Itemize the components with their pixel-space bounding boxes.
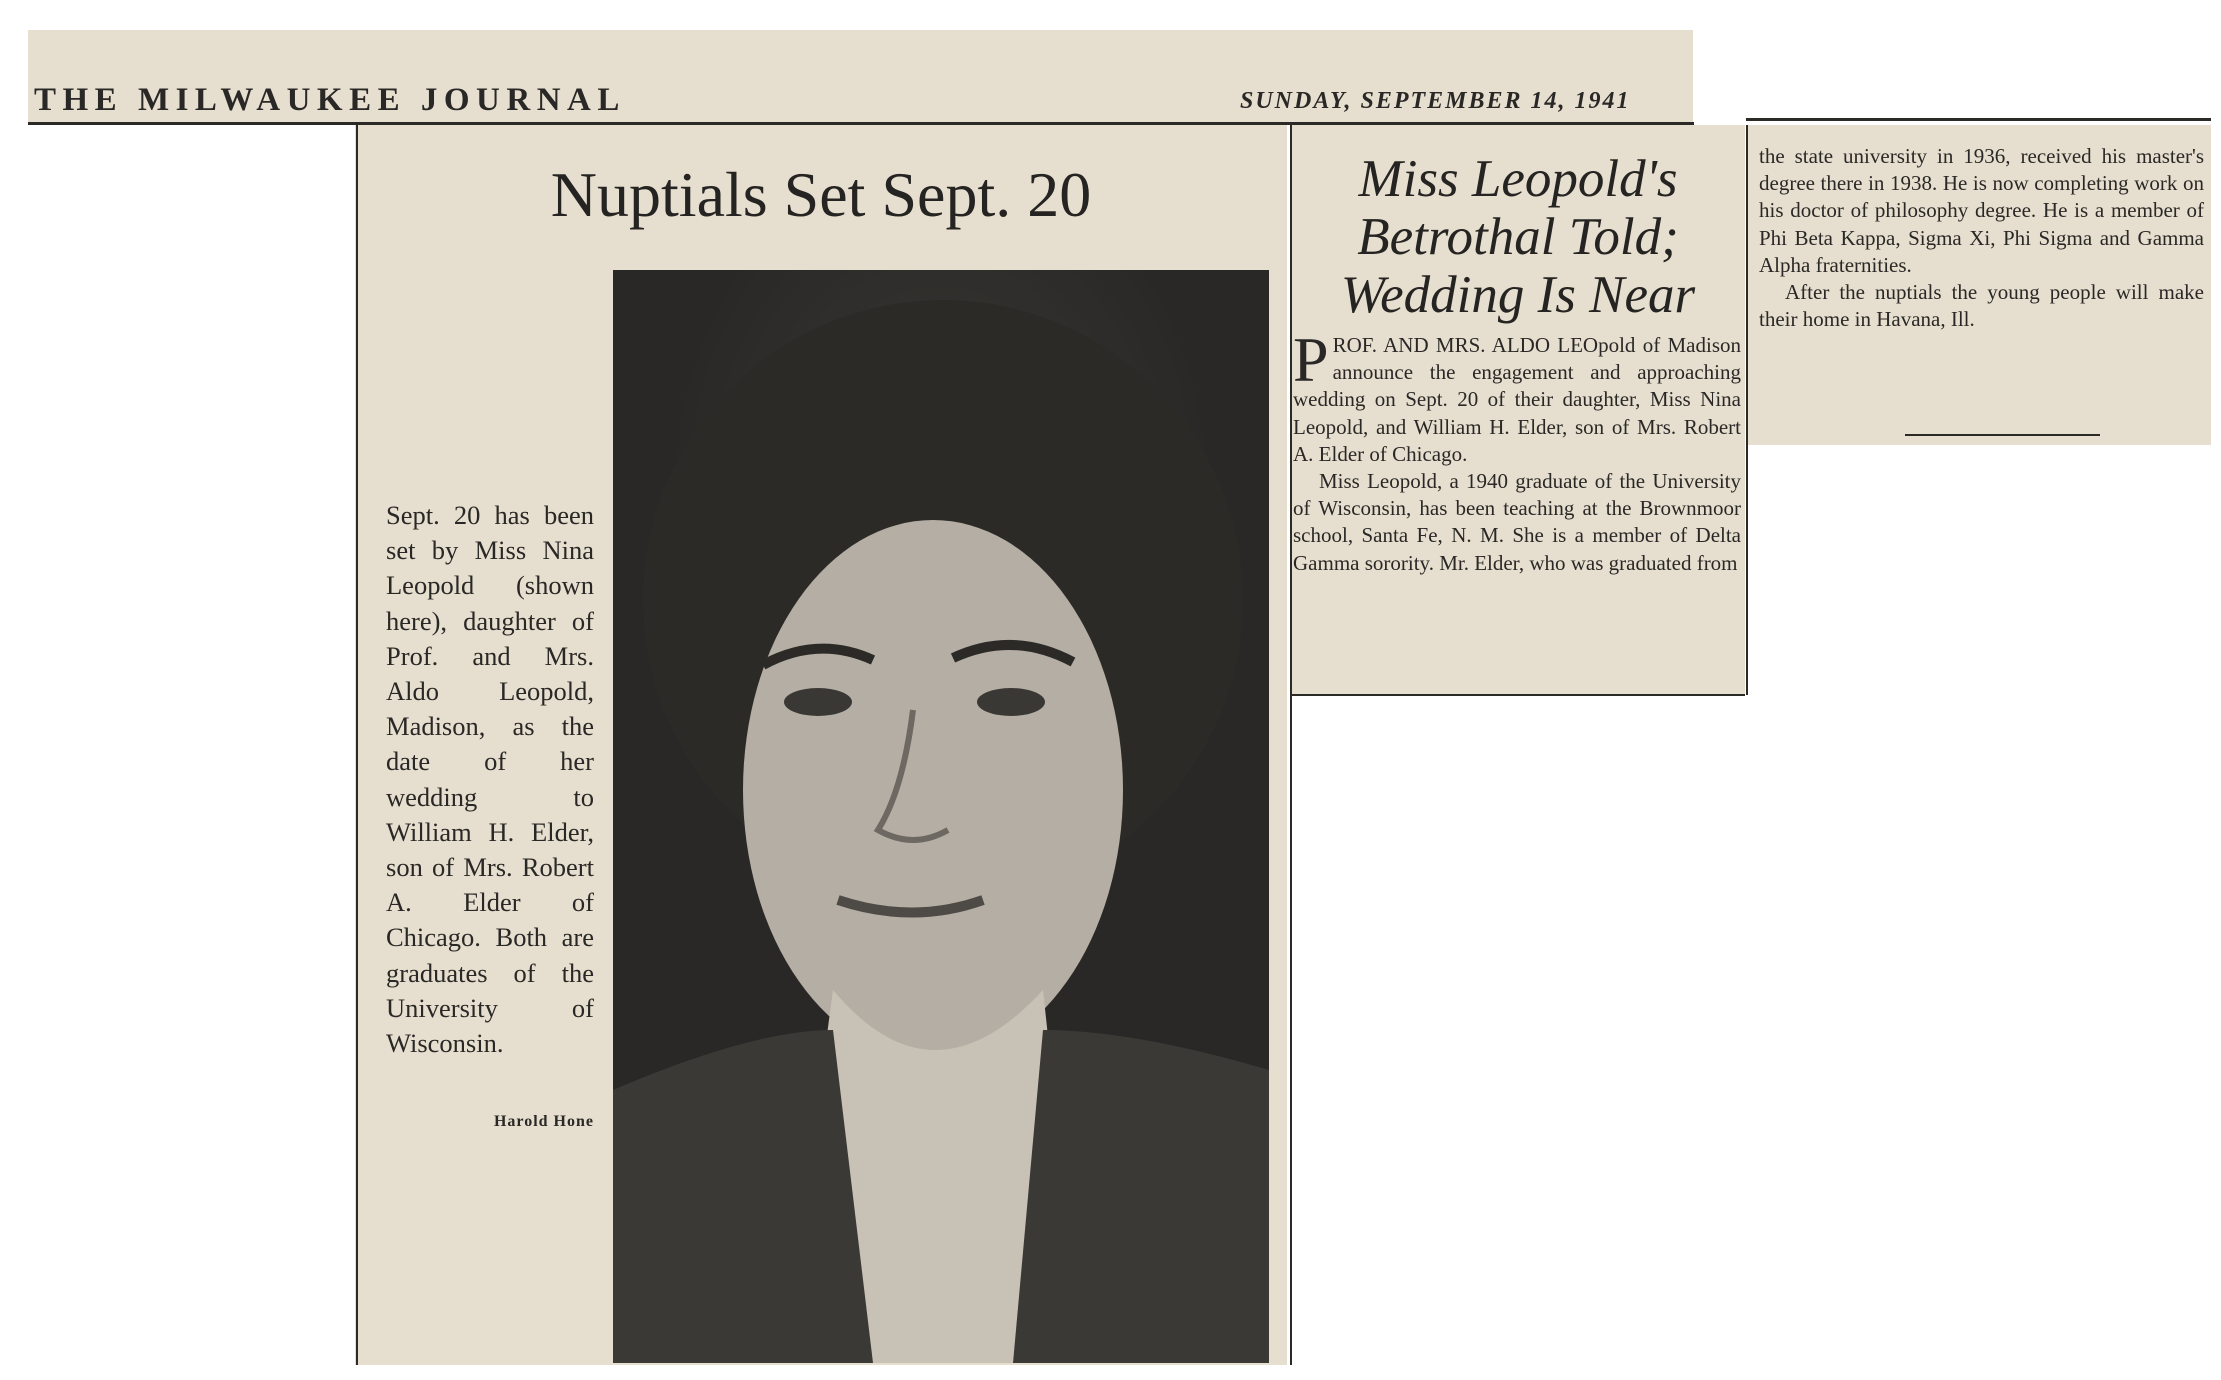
portrait-photo (613, 270, 1269, 1363)
article-paragraph-2: Miss Leopold, a 1940 graduate of the University of Wisconsin, has been teaching at the Brownmoor school, Santa Fe, N. M. She is a member of Delta Gamma sorority. Mr. Elder, who was graduated from (1293, 469, 1741, 575)
photo-caption: Sept. 20 has been set by Miss Nina Leopold (shown here), daughter of Prof. and Mrs. Aldo Leopold, Madison, as the date of her wedding to William H. Elder, son of Mrs. Robert A. Elder of Chicago. Both are graduates of the University of Wisconsin. (386, 500, 594, 1059)
article-headline: Miss Leopold's Betrothal Told; Wedding Is Near (1340, 150, 1696, 324)
article-body-column-1 (1293, 324, 1741, 577)
column-rule-left (356, 125, 358, 1365)
photo-credit: Harold Hone (493, 1113, 594, 1130)
publication-date: SUNDAY, SEPTEMBER 14, 1941 (1240, 88, 1631, 114)
article-paragraph-3: the state university in 1936, received his master's degree there in 1938. He is now completing work on his doctor of philosophy degree. He is a member of Phi Beta Kappa, Sigma Xi, Phi Sigma and Gamma Alpha fraternities. (1759, 144, 2204, 277)
article-paragraph-1: ROF. AND MRS. ALDO LEOpold of Madison announce the engagement and approaching wedding on Sept. 20 of their daughter, Miss Nina Leopold, and William H. Elder, son of Mrs. Robert A. Elder of Chicago. (1293, 333, 1741, 466)
column-bottom-rule (1290, 694, 1745, 696)
portrait-illustration (613, 270, 1269, 1363)
column-rule-middle (1290, 125, 1292, 1365)
newspaper-name: THE MILWAUKEE JOURNAL (34, 82, 626, 118)
photo-story-headline: Nuptials Set Sept. 20 (550, 159, 1092, 230)
column-rule-right (1746, 125, 1748, 695)
drop-cap: P (1293, 324, 1329, 395)
right-column-top-rule (1746, 118, 2211, 121)
article-end-rule (1905, 434, 2100, 436)
article-body-column-2 (1759, 143, 2204, 333)
article-paragraph-4: After the nuptials the young people will make their home in Havana, Ill. (1759, 280, 2204, 332)
